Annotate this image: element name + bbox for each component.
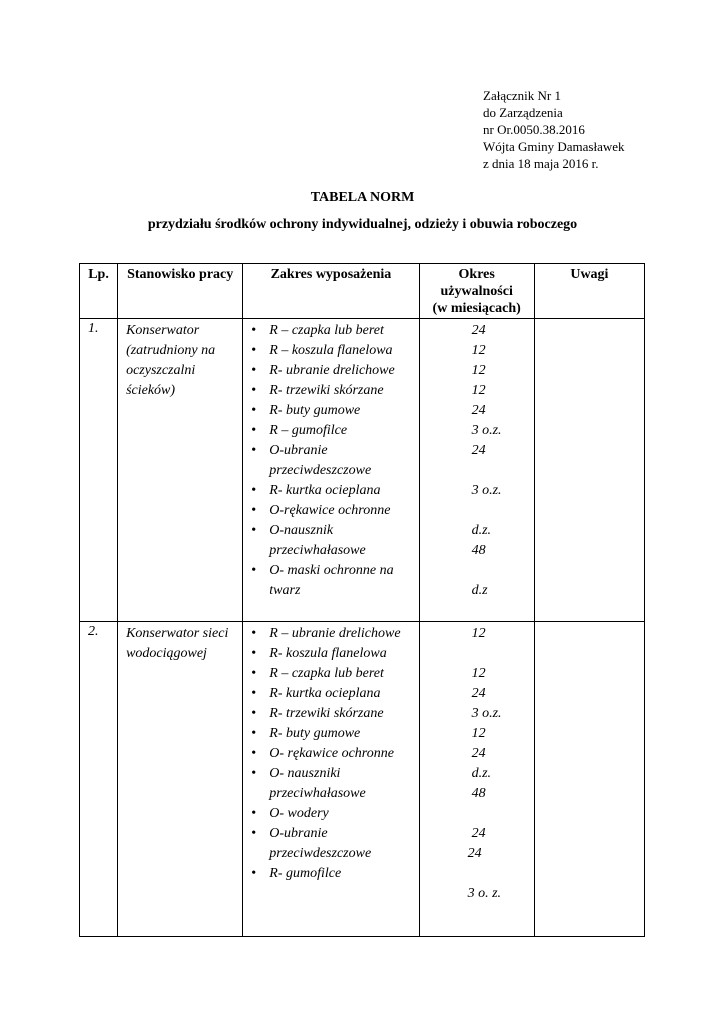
equipment-item: • R- trzewiki skórzane [243,381,418,401]
equipment-item: • R – gumofilce [243,421,418,441]
position-cell [118,622,243,937]
period-value: 3 o.z. [471,423,502,438]
equipment-item: • R- koszula flanelowa [243,644,418,664]
equipment-item: • R- kurtka ocieplana [243,684,418,704]
attachment-reference [483,87,625,172]
period-value: 12 [471,626,486,641]
period-value: 12 [471,363,486,378]
period-value: 3 o.z. [471,706,502,721]
equipment-item: • O-ubranie przeciwdeszczowe [243,441,418,481]
period-value [420,644,534,664]
equipment-item: • O-rękawice ochronne [243,501,418,521]
position-line: Konserwator sieci [126,626,229,641]
header-notes: Uwagi [534,264,644,319]
notes-cell [534,622,644,937]
period-value [420,501,534,521]
period-value: 24 [471,746,486,761]
period-value: 12 [471,666,486,681]
equipment-item: • R – czapka lub beret [243,664,418,684]
row-number: 1. [80,319,118,622]
period-value [420,804,534,824]
table-row [80,622,645,937]
equipment-list [243,624,418,884]
period-value: d.z. [471,766,492,781]
header-lp: Lp. [80,264,118,319]
period-value: 3 o. z. [467,886,502,901]
table-row [80,319,645,622]
notes-cell [534,319,644,622]
equipment-cell [243,319,419,622]
position-line: oczyszczalni [126,363,196,378]
equipment-item: • R – koszula flanelowa [243,341,418,361]
attachment-authority: Wójta Gminy Damasławek [483,139,625,154]
position-line: ścieków) [126,383,176,398]
header-period-line: (w miesiącach) [432,301,521,316]
header-period [419,264,534,319]
period-value: d.z. [471,523,492,538]
period-value [420,864,534,884]
equipment-item: • R- ubranie drelichowe [243,361,418,381]
attachment-date: z dnia 18 maja 2016 r. [483,156,599,171]
equipment-item: • R- buty gumowe [243,401,418,421]
equipment-item: • R- trzewiki skórzane [243,704,418,724]
position-line: (zatrudniony na [126,343,216,358]
equipment-item: • R- kurtka ocieplana [243,481,418,501]
equipment-item: • O- wodery [243,804,418,824]
attachment-ordinance-number: nr Or.0050.38.2016 [483,122,585,137]
period-value: 12 [471,383,486,398]
row-number: 2. [80,622,118,937]
header-equipment: Zakres wyposażenia [243,264,419,319]
period-value: 48 [471,543,486,558]
period-value: 24 [471,443,486,458]
equipment-item: • R – ubranie drelichowe [243,624,418,644]
period-value [420,461,534,481]
header-period-line: Okres [458,267,495,282]
equipment-item: • O-ubranie przeciwdeszczowe [243,824,418,864]
period-value: 24 [471,403,486,418]
document-title: TABELA NORM [310,190,415,205]
header-position: Stanowisko pracy [118,264,243,319]
position-line: wodociągowej [126,646,207,661]
table-header-row [80,264,645,319]
period-value: 24 [471,686,486,701]
equipment-item: • O- nauszniki przeciwhałasowe [243,764,418,804]
header-period-line: używalności [440,284,513,299]
equipment-item: • O- rękawice ochronne [243,744,418,764]
document-subtitle: przydziału środków ochrony indywidualnej, odzieży i obuwia roboczego [147,217,578,232]
equipment-item: • R- gumofilce [243,864,418,884]
period-value: 48 [471,786,486,801]
period-cell [419,319,534,622]
period-value: 12 [471,343,486,358]
period-cell [419,622,534,937]
equipment-cell [243,622,419,937]
period-value: 24 [471,323,486,338]
period-value: 24 [471,826,486,841]
equipment-item: • O-nausznik przeciwhałasowe [243,521,418,561]
position-line: Konserwator [126,323,200,338]
period-value: 12 [471,726,486,741]
attachment-ordinance: do Zarządzenia [483,105,563,120]
equipment-item: • O- maski ochronne na twarz [243,561,418,601]
period-value: d.z [471,583,488,598]
period-value: 24 [467,846,482,861]
position-cell [118,319,243,622]
attachment-number: Załącznik Nr 1 [483,88,561,103]
period-value [420,561,534,581]
equipment-item: • R – czapka lub beret [243,321,418,341]
norms-table [79,263,645,937]
equipment-item: • R- buty gumowe [243,724,418,744]
period-value: 3 o.z. [471,483,502,498]
equipment-list [243,321,418,601]
